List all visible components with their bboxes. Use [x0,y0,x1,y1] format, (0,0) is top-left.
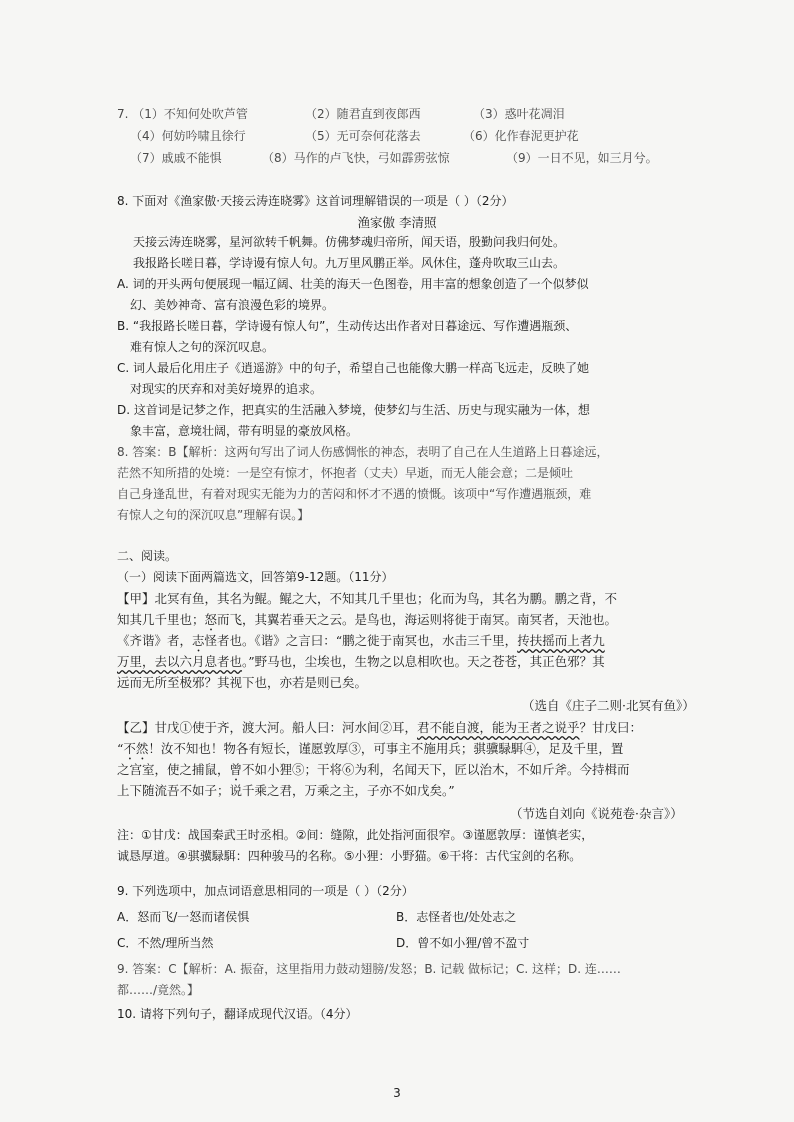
reading-intro: （一）阅读下面两篇选文，回答第9-12题。（11分） [117,570,394,584]
passage-yi-line-3 [117,761,630,784]
q8-stem: 8. 下面对《渔家傲·天接云涛连晓雾》这首词理解错误的一项是（ ）（2分） [117,194,514,208]
q10-stem: 10. 请将下列句子，翻译成现代汉语。（4分） [117,1007,358,1021]
q9-option-c: C．不然/理所当然 [117,936,214,950]
passage-jia-line-4 [117,653,605,670]
q9-answer-cont: 都……/竟然。】 [117,983,200,997]
passage-jia-line-2 [117,611,617,634]
passage-text: 而飞，其翼若垂天之云。是鸟也，海运则将徙于南冥。南冥者，天池也。 [217,612,618,627]
q8-option-a-cont: 幻、美妙神奇、富有浪漫色彩的境界。 [130,298,335,312]
passage-text: “ [117,741,124,756]
passage-jia-line-5: 远而无所至极邪？其视下也，亦若是则已矣。 [117,675,368,690]
q7-answer-7: （7）戚戚不能惧 [130,151,222,165]
q8-answer-cont-3: 有惊人之句的深沉叹息”理解有误。】 [117,508,310,522]
q7-answer-2: （2）随君直到夜郎西 [305,107,421,121]
passage-yi-line-2 [117,740,623,763]
passage-text: 之宫室，使之捕鼠， [117,762,230,777]
passage-text: 。”野马也，尘埃也，生物之以息相吹也。天之苍苍，其正色邪？其 [242,654,605,669]
q8-option-b: B. “我报路长嗟日暮，学诗谩有惊人句”，生动传达出作者对日暮途远、写作遭遇瓶颈、 [117,319,578,333]
page-number: 3 [393,1086,401,1100]
poem-line-2: 我报路长嗟日暮，学诗谩有惊人句。九万里风鹏正举。风休住，蓬舟吹取三山去。 [133,256,566,270]
q8-option-b-cont: 难有惊人之句的深沉叹息。 [130,340,275,354]
dotted-word-zeng: 曾 [229,762,243,777]
passage-text: 怪者也。《谐》之言曰：“鹏之徙于南冥也，水击三千里， [204,633,518,648]
q9-option-a: A．怒而飞/一怒而诸侯惧 [117,910,250,924]
q9-stem: 9. 下列选项中，加点词语意思相同的一项是（ ）（2分） [117,884,414,898]
q8-option-c: C. 词人最后化用庄子《逍遥游》中的句子，希望自己也能像大鹏一样高飞远走，反映了她 [117,361,590,375]
passage-jia-source: （选自《庄子二则·北冥有鱼》） [522,698,695,713]
passage-jia-line-1 [117,590,617,607]
passage-yi-source: （节选自刘向《说苑卷·杂言》） [510,806,683,821]
passage-text: 【甲】北冥有鱼，其名为鲲。鲲之大，不知其几千里也；化而为鸟，其名为鹏。鹏之背，不 [117,591,618,606]
passage-text: 不如小狸⑤；干将⑥为利，名闻天下，匠以治木，不如斤斧。今持楫而 [242,762,630,777]
wavy-underlined-sentence: 抟扶摇而上者九 [517,633,605,648]
passage-text: ！汝不知也！物各有短长，谨愿敦厚③，可事主不施用兵；骐骥騄駬④，足及千里，置 [148,741,624,756]
q8-option-a: A. 词的开头两句便展现一幅辽阔、壮美的海天一色图卷，用丰富的想象创造了一个似梦似 [117,277,589,291]
passage-yi-line-4: 上下随流吾不如子；说千乘之君，万乘之主，子亦不如戊矣。” [117,783,455,798]
q7-answer-8: （8）马作的卢飞快，弓如霹雳弦惊 [262,151,450,165]
wavy-underlined-sentence-cont: 万里，去以六月息者也 [117,654,243,669]
notes-line-1: 注：①甘戊：战国秦武王时丞相。②间：缝隙，此处指河面很窄。③谨愿敦厚：谨慎老实， [117,828,594,842]
section-heading: 二、阅读。 [117,549,178,563]
passage-text: 【乙】甘戊①使于齐，渡大河。船人曰：河水间②耳， [117,720,418,735]
q7-answer-6: （6）化作春泥更护花 [463,129,579,143]
dotted-word-nu: 怒 [204,612,218,627]
q8-answer: 8. 答案：B【解析：这两句写出了词人伤感惆怅的神态，表明了自己在人生道路上日暮途远， [117,445,609,459]
notes-line-2: 诚恳厚道。④骐骥騄駬：四种骏马的名称。⑤小狸：小野猫。⑥干将：古代宝剑的名称。 [117,849,582,863]
q7-answer-4: （4）何妨吟啸且徐行 [130,129,246,143]
q8-answer-cont-1: 茫然不知所措的处境：一是空有惊才，怀抱者（丈夫）早逝，而无人能会意；二是倾吐 [117,466,574,480]
q7-answer-3: （3）惑叶花凋泪 [473,107,565,121]
poem-line-1: 天接云涛连晓雾，星河欲转千帆舞。仿佛梦魂归帝所，闻天语，殷勤问我归何处。 [133,235,566,249]
q8-option-d-cont: 象丰富，意境壮阔，带有明显的豪放风格。 [130,424,359,438]
dotted-word-buran: 不然 [123,741,149,756]
q9-answer: 9. 答案：C【解析：A. 振奋，这里指用力鼓动翅膀/发怒；B. 记载 做标记；C. 这样；D. 连…… [117,962,621,976]
q7-answer-5: （5）无可奈何花落去 [305,129,421,143]
q8-option-c-cont: 对现实的厌弃和对美好境界的追求。 [130,382,323,396]
dotted-word-zhi: 志 [192,633,205,648]
q9-option-b: B．志怪者也/处处志之 [396,910,517,924]
poem-title: 渔家傲 李清照 [357,215,437,230]
passage-text: ？甘戊曰： [579,720,643,735]
wavy-underlined-sentence: 君不能自渡，能为王者之说乎 [417,720,580,735]
q7-answer-9: （9）一日不见，如三月兮。 [506,151,658,165]
passage-jia-line-3 [117,632,605,655]
q7-answer-1: 7. （1）不知何处吹芦管 [117,107,248,121]
q8-answer-cont-2: 自己身逢乱世，有着对现实无能为力的苦闷和怀才不遇的愤慨。该项中“写作遭遇瓶颈，难 [117,487,592,501]
passage-text: 知其几千里也； [117,612,205,627]
passage-yi-line-1 [117,719,642,736]
q9-option-d: D．曾不如小狸/曾不盈寸 [396,936,530,950]
q8-option-d: D. 这首词是记梦之作，把真实的生活融入梦境，使梦幻与生活、历史与现实融为一体，想 [117,403,590,417]
passage-text: 《齐谐》者， [117,633,193,648]
